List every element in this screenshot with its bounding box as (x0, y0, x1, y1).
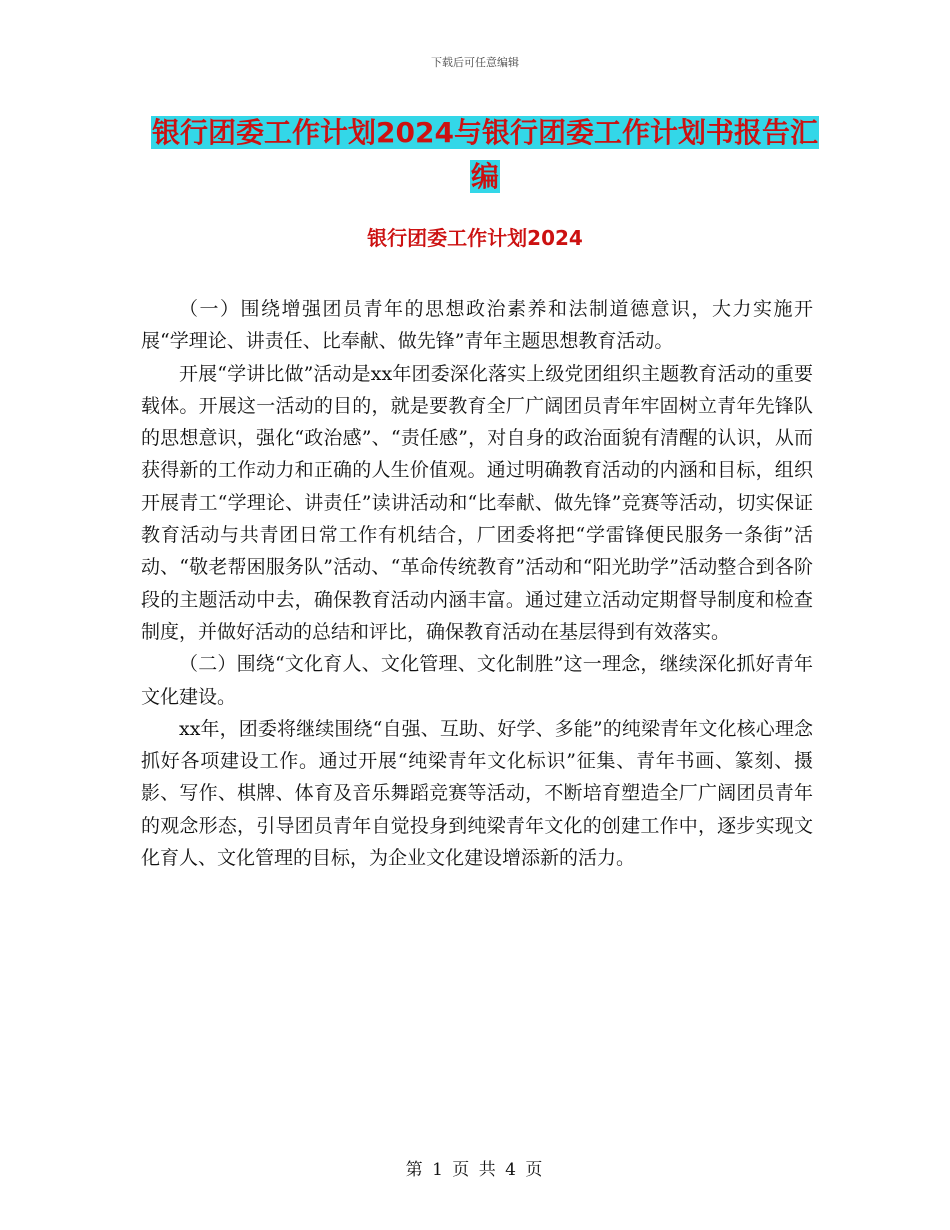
document-body (141, 293, 813, 874)
document-title (140, 111, 830, 199)
paragraph-2: 开展“学讲比做”活动是xx年团委深化落实上级党团组织主题教育活动的重要载体。开展这一活动的目的，就是要教育全厂广阔团员青年牢固树立青年先锋队的思想意识，强化“政治感”、“责任感”，对自身的政治面貌有清醒的认识，从而获得新的工作动力和正确的人生价值观。通过明确教育活动的内涵和目标，组织开展青工“学理论、讲责任”读讲活动和“比奉献、做先锋”竞赛等活动，切实保证教育活动与共青团日常工作有机结合，厂团委将把“学雷锋便民服务一条街”活动、“敬老帮困服务队”活动、“革命传统教育”活动和“阳光助学”活动整合到各阶段的主题活动中去，确保教育活动内涵丰富。通过建立活动定期督导制度和检查制度，并做好活动的总结和评比，确保教育活动在基层得到有效落实。 (141, 362, 813, 643)
page-number-footer: 第 1 页 共 4 页 (405, 1160, 545, 1180)
paragraph-3: （二）围绕“文化育人、文化管理、文化制胜”这一理念，继续深化抓好青年文化建设。 (141, 653, 813, 708)
document-title-line2: 编 (470, 160, 499, 193)
document-title-line1: 银行团委工作计划2024与银行团委工作计划书报告汇 (152, 116, 818, 149)
header-note: 下载后可任意编辑 (431, 56, 519, 69)
paragraph-1: （一）围绕增强团员青年的思想政治素养和法制道德意识，大力实施开展“学理论、讲责任、比奉献、做先锋”青年主题思想教育活动。 (141, 298, 813, 353)
paragraph-4: xx年，团委将继续围绕“自强、互助、好学、多能”的纯梁青年文化核心理念抓好各项建设工作。通过开展“纯梁青年文化标识”征集、青年书画、篆刻、摄影、写作、棋牌、体育及音乐舞蹈竞赛等活动，不断培育塑造全厂广阔团员青年的观念形态，引导团员青年自觉投身到纯梁青年文化的创建工作中，逐步实现文化育人、文化管理的目标，为企业文化建设增添新的活力。 (141, 717, 813, 870)
section-title: 银行团委工作计划2024 (367, 226, 583, 250)
